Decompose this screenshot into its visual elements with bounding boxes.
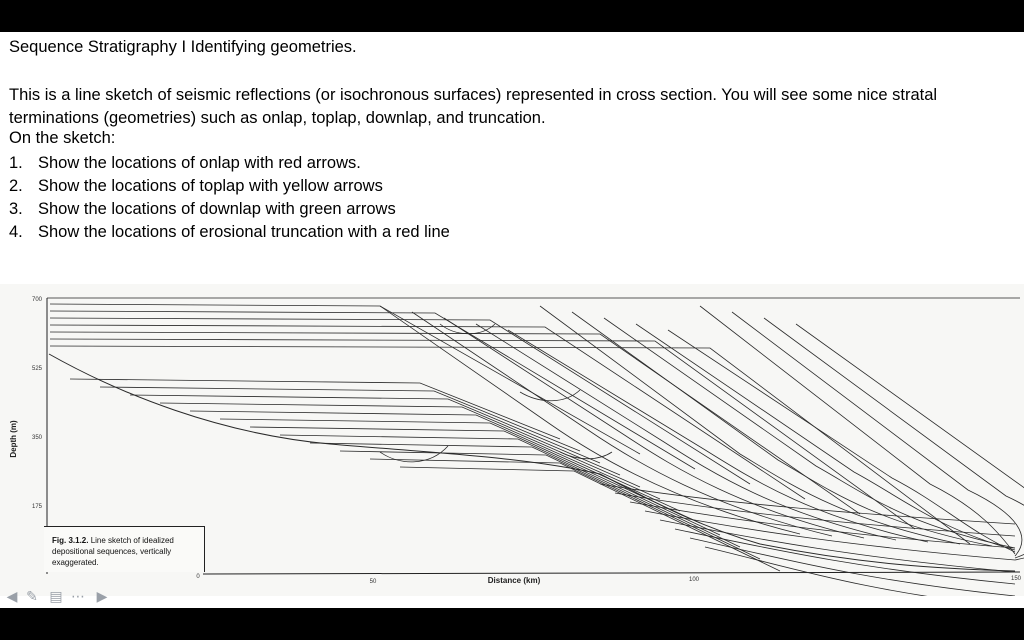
reflection-line (600, 484, 1015, 524)
reflection-line (675, 529, 1015, 584)
steps-label: On the sketch: (9, 129, 116, 147)
reflection-line (668, 330, 1015, 552)
x-axis-label: Distance (km) (487, 576, 541, 585)
reflection-line (732, 312, 1022, 556)
slide-nav-bar (0, 586, 120, 608)
more-icon[interactable]: ⋯ (71, 587, 85, 604)
y-tick-label: 525 (31, 366, 42, 372)
reflection-line (444, 318, 864, 538)
x-tick-label: 150 (1010, 576, 1022, 582)
slide (0, 32, 1024, 608)
y-tick-label: 350 (31, 435, 42, 441)
reflection-line (190, 411, 640, 487)
caption-number: Fig. 3.1.2. (52, 536, 89, 545)
reflection-line (340, 451, 740, 547)
step-number: 2. (9, 177, 23, 195)
caption-text: Line sketch of idealized depositional sequences, vertically exaggerated. (52, 536, 174, 567)
arrow-right-icon[interactable]: ▶ (96, 587, 108, 604)
step-text: Show the locations of erosional truncation with a red line (38, 223, 450, 241)
reflection-line (630, 502, 1015, 548)
y-axis-label: Depth (m) (9, 420, 18, 458)
step-number: 4. (9, 223, 23, 241)
reflection-line (615, 493, 1015, 536)
reflection-line (100, 387, 580, 451)
y-tick-label: 175 (31, 504, 42, 510)
reflection-line (220, 419, 660, 499)
reflection-line (572, 312, 992, 546)
reflection-line (412, 312, 832, 536)
x-axis-line (203, 572, 1020, 574)
reflection-line (476, 324, 896, 540)
reflection-line (540, 306, 960, 544)
reflection-line (636, 324, 1015, 550)
reflection-line (520, 390, 580, 401)
reflection-line (50, 339, 915, 529)
stratigraphy-figure (0, 284, 1024, 596)
reflection-line (70, 379, 560, 439)
step-item (9, 198, 450, 221)
step-text: Show the locations of downlap with green arrows (38, 200, 396, 218)
x-tick-label: 100 (688, 577, 700, 583)
caption-box (44, 526, 205, 572)
reflection-line (400, 467, 780, 571)
slide-title: Sequence Stratigraphy I Identifying geometries. (9, 38, 357, 56)
intro-text: This is a line sketch of seismic reflections (or isochronous surfaces) represented in cross section. You will see some nice stratal terminations (geometries) such as onlap, toplap, downlap, and truncation. (9, 86, 938, 127)
x-tick-label: 0 (196, 574, 200, 580)
reflection-line (50, 332, 860, 514)
reflection-line (280, 435, 700, 523)
arrow-left-icon[interactable]: ◀ (6, 587, 18, 604)
reflection-line (370, 459, 760, 559)
step-item (9, 221, 450, 244)
step-text: Show the locations of onlap with red arrows. (38, 154, 361, 172)
y-tick-label: 700 (31, 297, 42, 303)
step-text: Show the locations of toplap with yellow arrows (38, 177, 383, 195)
reflection-line (50, 325, 805, 499)
step-item (9, 152, 450, 175)
reflection-line (50, 318, 750, 484)
reflection-line (700, 306, 1015, 554)
reflection-line (508, 330, 928, 542)
slide-menu-icon[interactable]: ▤ (49, 587, 63, 604)
step-number: 3. (9, 200, 23, 218)
pen-icon[interactable]: ✎ (26, 587, 38, 604)
steps-list (9, 152, 450, 244)
step-number: 1. (9, 154, 23, 172)
step-item (9, 175, 450, 198)
figure-caption (52, 535, 202, 568)
x-tick-label: 50 (369, 579, 377, 585)
